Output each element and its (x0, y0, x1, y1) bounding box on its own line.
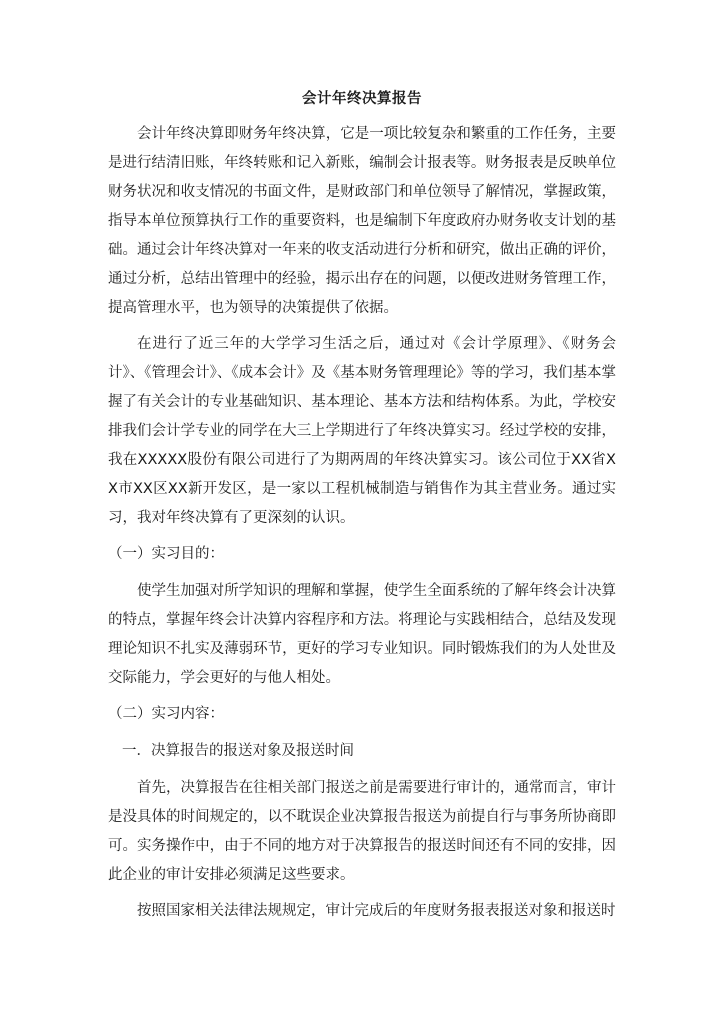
section-heading-purpose: （一）实习目的： (108, 546, 224, 562)
paragraph-purpose: 使学生加强对所学知识的理解和掌握，使学生全面系统的了解年终会计决算的特点，掌握年终会计决算内容程序和方法。将理论与实践相结合，总结及发现理论知识不扎实及薄弱环节，更好的学习专业知识。同时锻炼我们的为人处世及交际能力，学会更好的与他人相处。 (108, 583, 616, 686)
paragraph-intro: 会计年终决算即财务年终决算，它是一项比较复杂和繁重的工作任务，主要是进行结清旧账，年终转账和记入新账，编制会计报表等。财务报表是反映单位财务状况和收支情况的书面文件，是财政部门和单位领导了解情况，掌握政策，指导本单位预算执行工作的重要资料，也是编制下年度政府办财务收支计划的基础。通过会计年终决算对一年来的收支活动进行分析和研究，做出正确的评价，通过分析，总结出管理中的经验，揭示出存在的问题，以便改进财务管理工作，提高管理水平，也为领导的决策提供了依据。 (108, 126, 616, 316)
paragraph-audit: 首先，决算报告在往相关部门报送之前是需要进行审计的，通常而言，审计是没具体的时间规定的，以不耽误企业决算报告报送为前提自行与事务所协商即可。实务操作中，由于不同的地方对于决算报告的报送时间还有不同的安排，因此企业的审计安排必须满足这些要求。 (108, 780, 616, 883)
paragraph-background: 在进行了近三年的大学学习生活之后，通过对《会计学原理》、《财务会计》、《管理会计》、《成本会计》及《基本财务管理理论》等的学习，我们基本掌握了有关会计的专业基础知识、基本理论、基本方法和结构体系。为此，学校安排我们会计学专业的同学在大三上学期进行了年终决算实习。经过学校的安排，我在XXXXX股份有限公司进行了为期两周的年终决算实习。该公司位于XX省XX市XX区XX新开发区，是一家以工程机械制造与销售作为其主营业务。通过实习，我对年终决算有了更深刻的认识。 (108, 336, 616, 526)
paragraph-regulation: 按照国家相关法律法规规定，审计完成后的年度财务报表报送对象和报送时 (137, 903, 616, 919)
section-heading-content: （二）实习内容： (108, 706, 224, 722)
document-page (108, 88, 616, 933)
document-title: 会计年终决算报告 (302, 91, 422, 107)
subsection-heading-report-target: 一．决算报告的报送对象及报送时间 (122, 743, 354, 759)
